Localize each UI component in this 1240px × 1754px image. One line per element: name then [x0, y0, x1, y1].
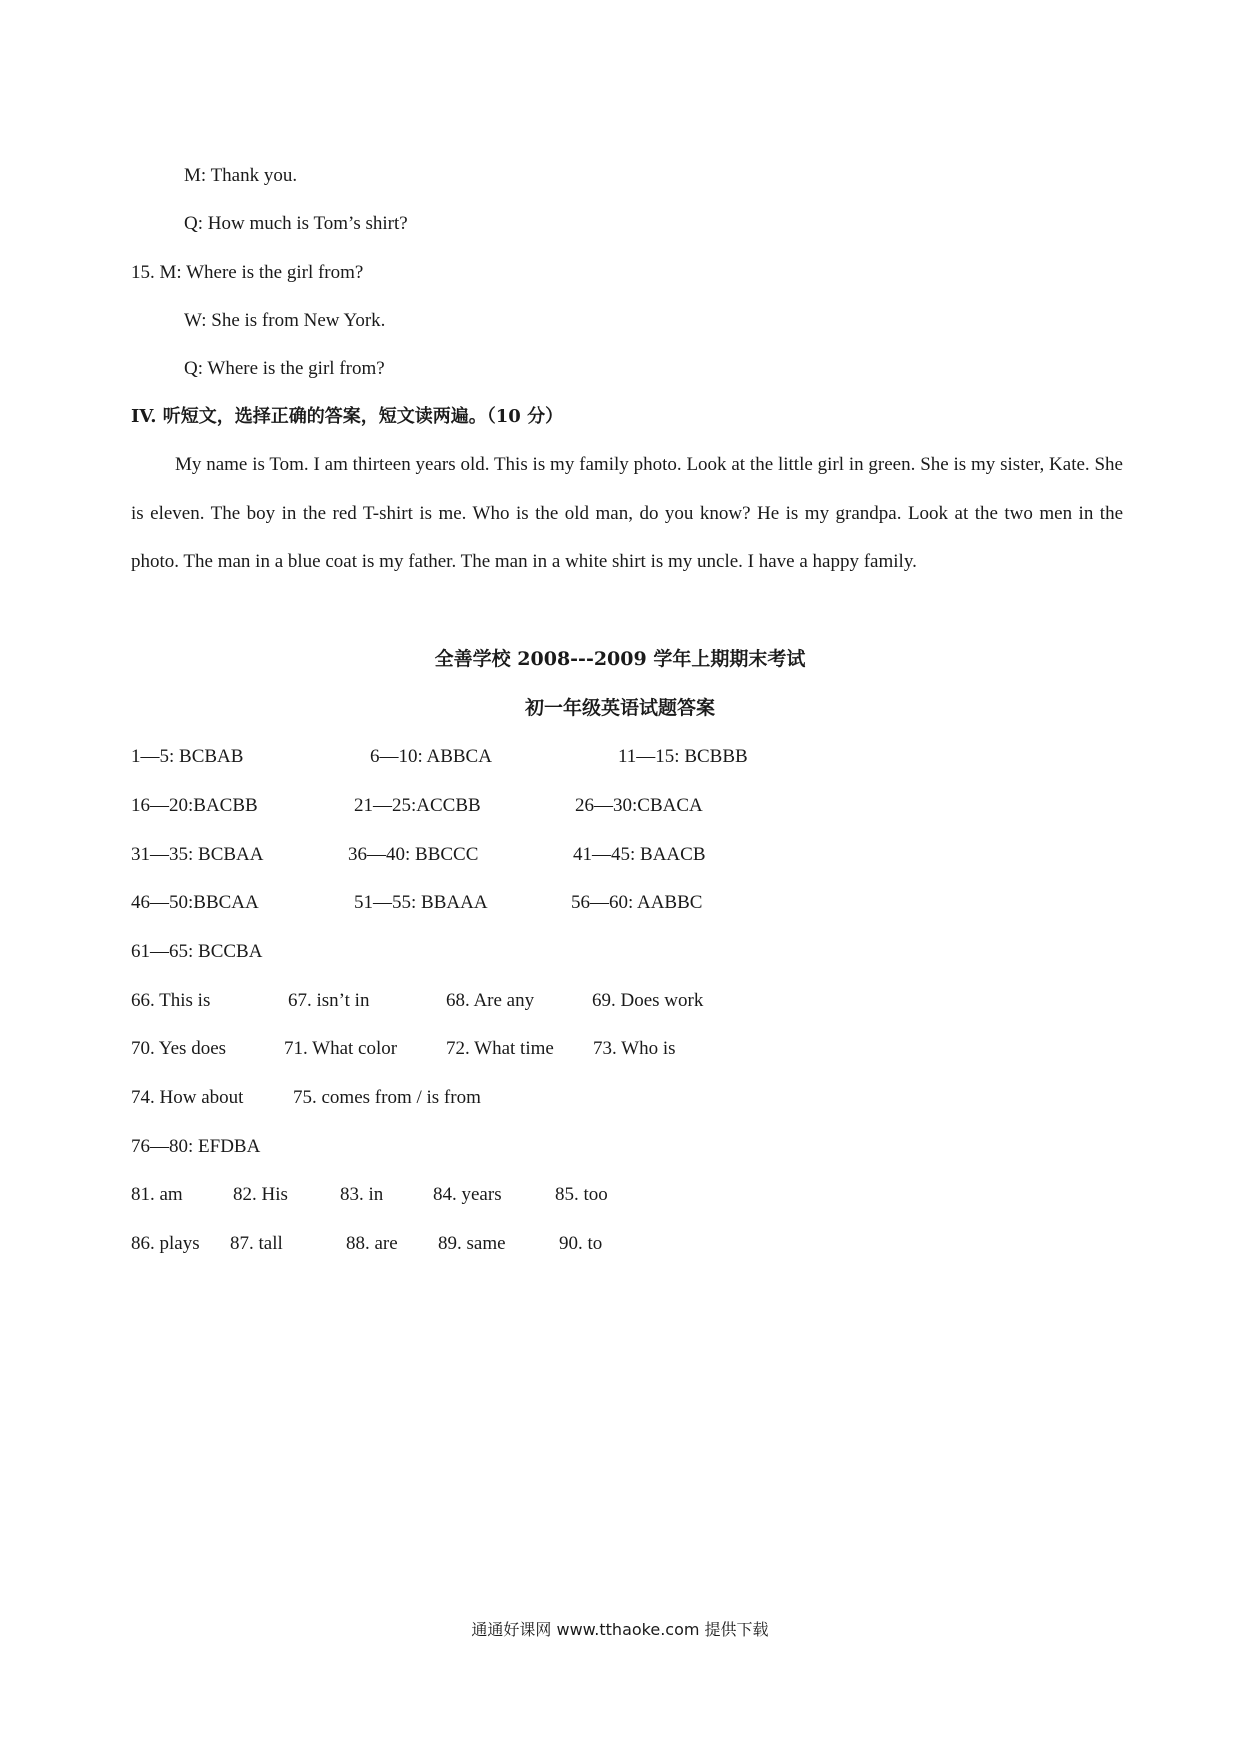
answer-41-45: 41—45: BAACB: [573, 844, 706, 865]
answer-1-5: 1—5: BCBAB: [131, 746, 244, 767]
answer-key-title: 全善学校 2008---2009 学年上期期末考试: [434, 648, 806, 670]
section-iv-heading: IV. 听短文，选择正确的答案，短文读两遍。（10 分）: [131, 406, 564, 427]
answer-76-80: 76—80: EFDBA: [131, 1136, 261, 1157]
dialog-14-man-line: M: Thank you.: [184, 165, 298, 186]
answer-86: 86. plays: [131, 1233, 200, 1254]
footer-download-note: 通通好课网 www.tthaoke.com 提供下载: [471, 1620, 769, 1639]
answer-90: 90. to: [559, 1233, 603, 1254]
answer-82: 82. His: [233, 1184, 288, 1205]
answer-46-50: 46—50:BBCAA: [131, 892, 259, 913]
answer-51-55: 51—55: BBAAA: [354, 892, 488, 913]
answer-74: 74. How about: [131, 1087, 244, 1108]
answer-81: 81. am: [131, 1184, 183, 1205]
answer-85: 85. too: [555, 1184, 608, 1205]
answer-66: 66. This is: [131, 990, 211, 1011]
answer-87: 87. tall: [230, 1233, 283, 1254]
dialog-15-man-line: 15. M: Where is the girl from?: [131, 262, 364, 283]
answer-89: 89. same: [438, 1233, 506, 1254]
answer-68: 68. Are any: [446, 990, 535, 1011]
dialog-15-woman-line: W: She is from New York.: [184, 310, 386, 331]
answer-69: 69. Does work: [592, 990, 704, 1011]
answer-61-65: 61—65: BCCBA: [131, 941, 263, 962]
answer-16-20: 16—20:BACBB: [131, 795, 258, 816]
dialog-14-question: Q: How much is Tom’s shirt?: [184, 213, 408, 234]
answer-11-15: 11—15: BCBBB: [618, 746, 748, 767]
dialog-15-question: Q: Where is the girl from?: [184, 358, 385, 379]
answer-6-10: 6—10: ABBCA: [370, 746, 492, 767]
section-iv-passage: [131, 441, 1123, 587]
answer-83: 83. in: [340, 1184, 384, 1205]
passage-text: My name is Tom. I am thirteen years old. This is my family photo. Look at the little girl in green. She is my sister, Kate. She is eleven. The boy in the red T-shirt is me. Who is the old man, do you know? He is my grandpa. Look at the two men in the photo. The man in a blue coat is my father. The man in a white shirt is my uncle. I have a happy family.: [131, 454, 1123, 572]
answer-88: 88. are: [346, 1233, 398, 1254]
answer-73: 73. Who is: [593, 1038, 676, 1059]
answer-84: 84. years: [433, 1184, 502, 1205]
answer-71: 71. What color: [284, 1038, 398, 1059]
answer-67: 67. isn’t in: [288, 990, 370, 1011]
answer-75: 75. comes from / is from: [293, 1087, 481, 1108]
answer-72: 72. What time: [446, 1038, 554, 1059]
answer-26-30: 26—30:CBACA: [575, 795, 703, 816]
answer-56-60: 56—60: AABBC: [571, 892, 703, 913]
answer-36-40: 36—40: BBCCC: [348, 844, 479, 865]
answer-31-35: 31—35: BCBAA: [131, 844, 264, 865]
answer-21-25: 21—25:ACCBB: [354, 795, 481, 816]
answer-70: 70. Yes does: [131, 1038, 227, 1059]
answer-key-subtitle: 初一年级英语试题答案: [524, 697, 715, 719]
